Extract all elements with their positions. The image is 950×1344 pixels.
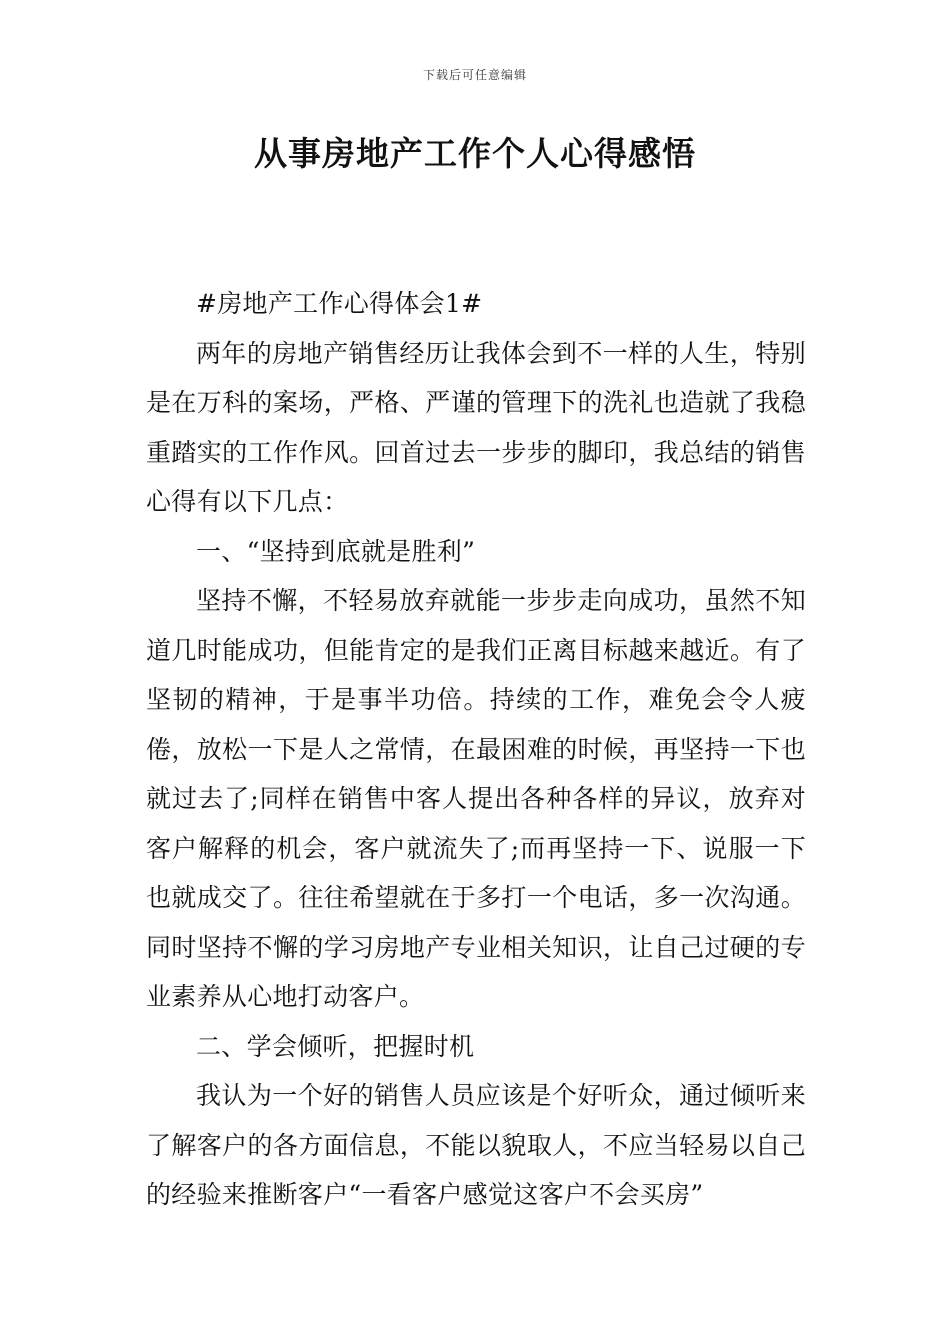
- body-paragraph: 两年的房地产销售经历让我体会到不一样的人生，特别是在万科的案场，严格、严谨的管理下的洗礼也造就了我稳重踏实的工作作风。回首过去一步步的脚印，我总结的销售心得有以下几点：: [146, 338, 806, 516]
- body-paragraph: 我认为一个好的销售人员应该是个好听众，通过倾听来了解客户的各方面信息，不能以貌取人，不应当轻易以自己的经验来推断客户“一看客户感觉这客户不会买房”: [146, 1081, 806, 1209]
- subheading: 一、“坚持到底就是胜利”: [196, 536, 476, 566]
- document-body: [146, 279, 806, 1220]
- section-heading-1: #房地产工作心得体会1#: [196, 289, 483, 318]
- header-note: 下载后可任意编辑: [422, 68, 527, 82]
- subheading: 二、学会倾听，把握时机: [196, 1031, 475, 1061]
- body-paragraph: 坚持不懈，不轻易放弃就能一步步走向成功，虽然不知道几时能成功，但能肯定的是我们正离目标越来越近。有了坚韧的精神，于是事半功倍。持续的工作，难免会令人疲倦，放松一下是人之常情，在最困难的时候，再坚持一下也就过去了;同样在销售中客人提出各种各样的异议，放弃对客户解释的机会，客户就流失了;而再坚持一下、说服一下也就成交了。往往希望就在于多打一个电话，多一次沟通。同时坚持不懈的学习房地产专业相关知识，让自己过硬的专业素养从心地打动客户。: [146, 586, 806, 1011]
- document-title: 从事房地产工作个人心得感悟: [254, 134, 696, 173]
